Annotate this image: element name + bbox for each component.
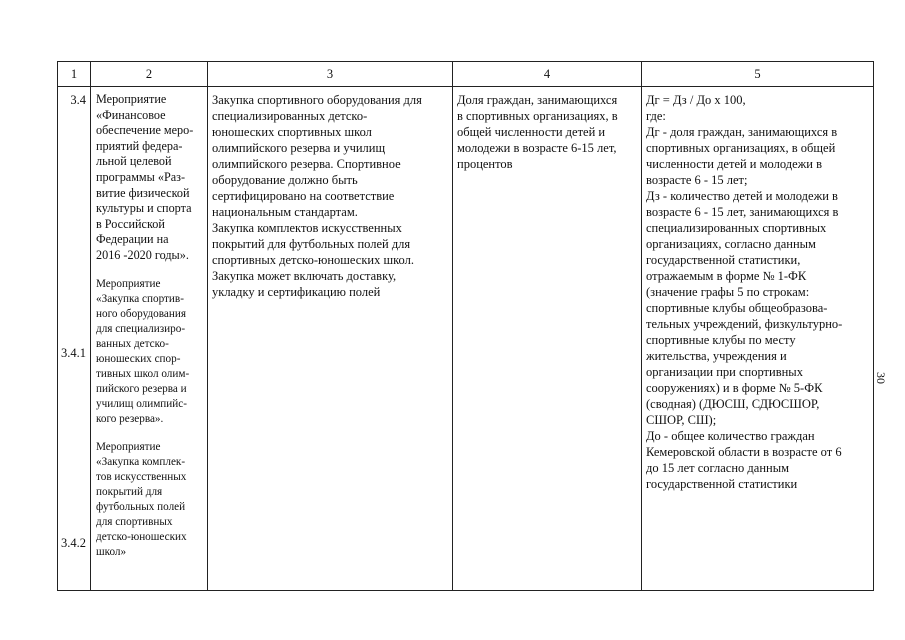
text-line: до 15 лет согласно данным	[646, 461, 790, 475]
text-line: возрасте 6 - 15 лет;	[646, 173, 748, 187]
event-block	[96, 277, 205, 427]
text-line: пийского резерва и	[96, 382, 187, 395]
text-line: школ»	[96, 545, 127, 558]
text-line: Мероприятие	[96, 92, 167, 106]
text-line: организации при спортивных	[646, 365, 803, 379]
numbers-cell	[58, 87, 91, 591]
text-line: кого резерва».	[96, 412, 164, 425]
text-line: училищ олимпийс-	[96, 397, 187, 410]
text-line: «Финансовое	[96, 107, 166, 122]
text-line: ного оборудования	[96, 307, 187, 320]
header-cell-4: 4	[453, 62, 642, 87]
text-line: 2016 -2020 годы».	[96, 247, 189, 262]
header-cell-5: 5	[642, 62, 874, 87]
events-cell	[91, 87, 208, 591]
header-cell-1: 1	[58, 62, 91, 87]
text-line: национальным стандартам.	[212, 205, 358, 219]
text-line: льной целевой	[96, 154, 172, 169]
text-line: Дг - доля граждан, занимающихся в	[646, 125, 838, 139]
text-line: СШОР, СШ);	[646, 413, 717, 427]
text-line: в спортивных организациях, в	[457, 109, 618, 123]
text-line: отражаемым в форме № 1-ФК	[646, 269, 807, 283]
text-line: покрытий для футбольных полей для	[212, 237, 411, 251]
text-line: спортивные клубы по месту	[646, 333, 796, 347]
text-line: процентов	[457, 157, 513, 171]
text-line: юношеских спортивных школ	[212, 125, 372, 139]
text-line: жительства, учреждения и	[646, 349, 787, 363]
text-line: детско-юношеских	[96, 530, 187, 543]
text-line: спортивных детско-юношеских школ.	[212, 253, 414, 267]
text-line: в Российской	[96, 216, 165, 231]
text-line: олимпийского резерва. Спортивное	[212, 157, 401, 171]
text-line: государственной статистики,	[646, 253, 801, 267]
text-line: (значение графы 5 по строкам:	[646, 285, 810, 299]
header-cell-3: 3	[208, 62, 453, 87]
text-line: возрасте 6 - 15 лет, занимающихся в	[646, 205, 839, 219]
text-line: укладку и сертификацию полей	[212, 285, 381, 299]
text-line: ванных детско-	[96, 337, 169, 350]
formula-cell	[642, 87, 874, 591]
event-block	[96, 92, 205, 264]
item-number: 3.4.2	[61, 536, 86, 550]
indicators-table	[57, 61, 874, 591]
text-line: (сводная) (ДЮСШ, СДЮСШОР,	[646, 397, 820, 411]
text-line: тов искусственных	[96, 470, 187, 483]
text-line: сооружениях) и в форме № 5-ФК	[646, 381, 823, 395]
text-line: тивных школ олим-	[96, 367, 190, 380]
indicator-cell	[453, 87, 642, 591]
text-line: «Закупка спортив-	[96, 292, 184, 305]
text-line: Дг = Дз / До х 100,	[646, 93, 746, 107]
text-line: молодежи в возрасте 6-15 лет,	[457, 141, 617, 155]
text-line: для спортивных	[96, 515, 173, 528]
text-line: Закупка может включать доставку,	[212, 269, 397, 283]
table-header-row	[58, 62, 874, 87]
page-number: 30	[874, 372, 888, 384]
text-line: тельных учреждений, физкультурно-	[646, 317, 843, 331]
text-line: Федерации на	[96, 232, 169, 247]
text-line: Мероприятие	[96, 440, 161, 453]
text-line: общей численности детей и	[457, 125, 606, 139]
text-line: футбольных полей	[96, 500, 186, 513]
text-line: оборудование должно быть	[212, 173, 358, 187]
text-line: организациях, согласно данным	[646, 237, 816, 251]
text-line: спортивных организациях, в общей	[646, 141, 836, 155]
text-line: До - общее количество граждан	[646, 429, 815, 443]
text-line: покрытий для	[96, 485, 163, 498]
table-row	[58, 87, 874, 591]
text-line: Дз - количество детей и молодежи в	[646, 189, 838, 203]
text-line: сертифицировано на соответствие	[212, 189, 395, 203]
text-line: Мероприятие	[96, 277, 161, 290]
description-cell	[208, 87, 453, 591]
text-line: юношеских спор-	[96, 352, 181, 365]
text-line: для специализиро-	[96, 322, 186, 335]
text-line: специализированных спортивных	[646, 221, 827, 235]
item-number: 3.4	[70, 93, 86, 107]
text-line: витие физической	[96, 185, 190, 200]
text-line: приятий федера-	[96, 138, 183, 153]
text-line: численности детей и молодежи в	[646, 157, 823, 171]
text-line: Кемеровской области в возрасте от 6	[646, 445, 842, 459]
text-line: Закупка комплектов искусственных	[212, 221, 402, 235]
header-cell-2: 2	[91, 62, 208, 87]
text-line: спортивные клубы общеобразова-	[646, 301, 828, 315]
text-line: Доля граждан, занимающихся	[457, 93, 618, 107]
text-line: где:	[646, 109, 666, 123]
text-line: «Закупка комплек-	[96, 455, 186, 468]
text-line: олимпийского резерва и училищ	[212, 141, 386, 155]
text-line: государственной статистики	[646, 477, 798, 491]
text-line: программы «Раз-	[96, 169, 186, 184]
item-number: 3.4.1	[61, 346, 86, 360]
event-block	[96, 440, 205, 560]
text-line: обеспечение меро-	[96, 123, 194, 138]
text-line: Закупка спортивного оборудования для	[212, 93, 422, 107]
text-line: культуры и спорта	[96, 201, 192, 216]
text-line: специализированных детско-	[212, 109, 368, 123]
